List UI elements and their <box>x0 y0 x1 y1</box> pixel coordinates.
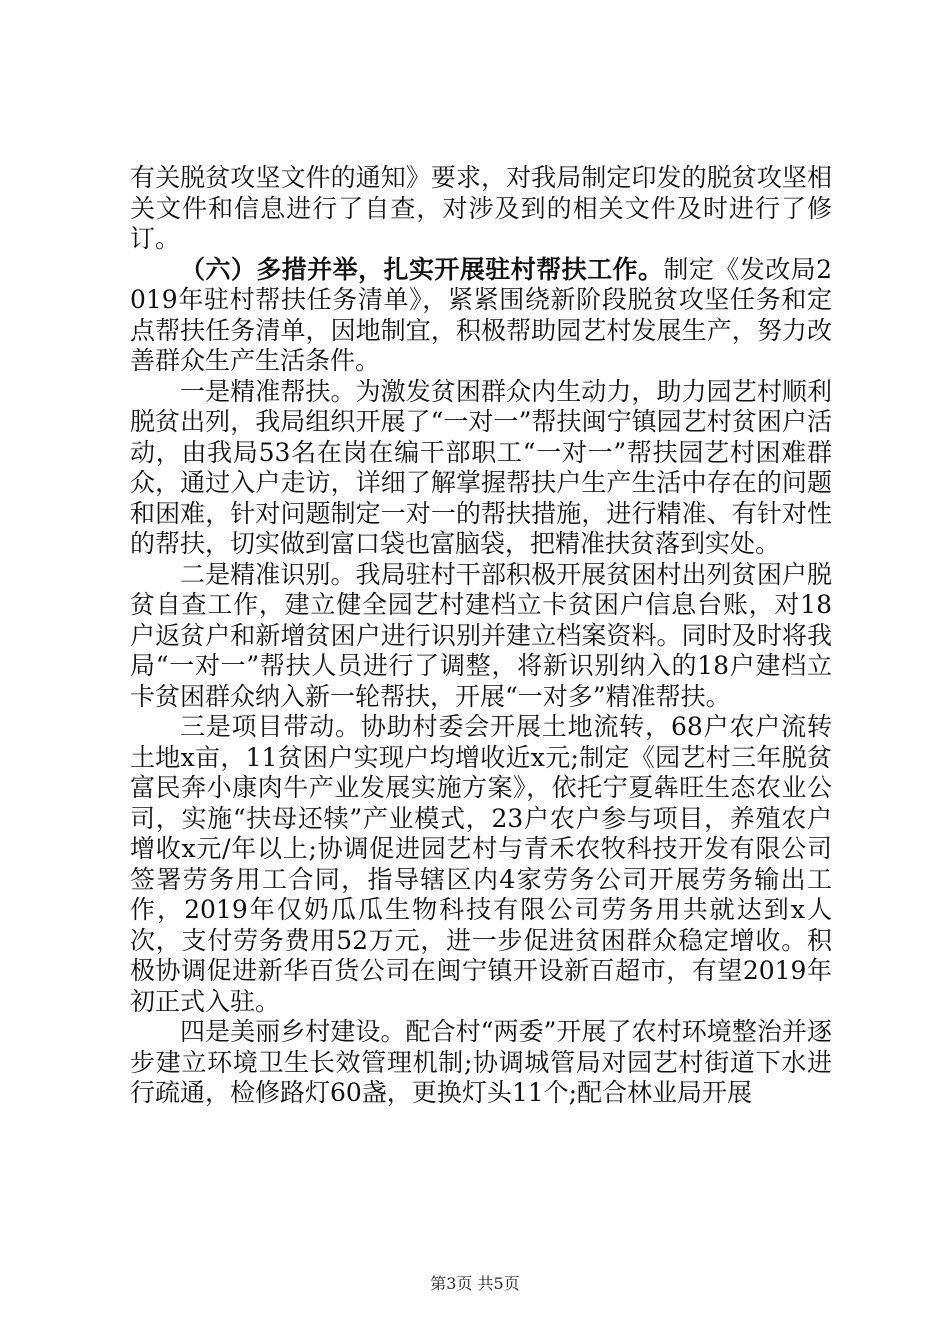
document-body <box>130 163 832 1109</box>
page-footer <box>0 1271 950 1294</box>
paragraph-4 <box>130 560 832 713</box>
paragraph-3-text: 一是精准帮扶。为激发贫困群众内生动力，助力园艺村顺利脱贫出列，我局组织开展了“一对一”帮扶闽宁镇园艺村贫困户活动，由我局53名在岗在编干部职工“一对一”帮扶园艺村困难群众，通过入户走访，详细了解掌握帮扶户生产生活中存在的问题和困难，针对问题制定一对一的帮扶措施，进行精准、有针对性的帮扶，切实做到富口袋也富脑袋，把精准扶贫落到实处。 <box>130 376 832 558</box>
paragraph-5 <box>130 712 832 1017</box>
paragraph-2-text: 制定《发改局2019年驻村帮扶任务清单》，紧紧围绕新阶段脱贫攻坚任务和定点帮扶任务清单，因地制宜，积极帮助园艺村发展生产，努力改善群众生产生活条件。 <box>130 254 832 375</box>
paragraph-6-text: 四是美丽乡村建设。配合村“两委”开展了农村环境整治并逐步建立环境卫生长效管理机制;协调城管局对园艺村街道下水进行疏通，检修路灯60盏，更换灯头11个;配合林业局开展 <box>130 1017 832 1107</box>
paragraph-1 <box>130 163 832 255</box>
paragraph-2 <box>130 255 832 377</box>
page-number: 第3页 共5页 <box>430 1274 520 1293</box>
paragraph-6 <box>130 1017 832 1109</box>
paragraph-4-text: 二是精准识别。我局驻村干部积极开展贫困村出列贫困户脱贫自查工作，建立健全园艺村建档立卡贫困户信息台账，对18户返贫户和新增贫困户进行识别并建立档案资料。同时及时将我局“一对一”帮扶人员进行了调整，将新识别纳入的18户建档立卡贫困群众纳入新一轮帮扶，开展“一对多”精准帮扶。 <box>130 559 832 711</box>
paragraph-1-text: 有关脱贫攻坚文件的通知》要求，对我局制定印发的脱贫攻坚相关文件和信息进行了自查，对涉及到的相关文件及时进行了修订。 <box>130 163 832 253</box>
paragraph-5-text: 三是项目带动。协助村委会开展土地流转，68户农户流转土地x亩，11贫困户实现户均增收近x元;制定《园艺村三年脱贫富民奔小康肉牛产业发展实施方案》，依托宁夏犇旺生态农业公司，实施“扶母还犊”产业模式，23户农户参与项目，养殖农户增收x元/年以上;协调促进园艺村与青禾农牧科技开发有限公司签署劳务用工合同，指导辖区内4家劳务公司开展劳务输出工作，2019年仅奶瓜瓜生物科技有限公司劳务用共就达到x人次，支付劳务费用52万元，进一步促进贫困群众稳定增收。积极协调促进新华百货公司在闽宁镇开设新百超市，有望2019年初正式入驻。 <box>130 712 832 1016</box>
paragraph-3 <box>130 377 832 560</box>
section-heading-6: （六）多措并举，扎实开展驻村帮扶工作。 <box>180 254 664 284</box>
